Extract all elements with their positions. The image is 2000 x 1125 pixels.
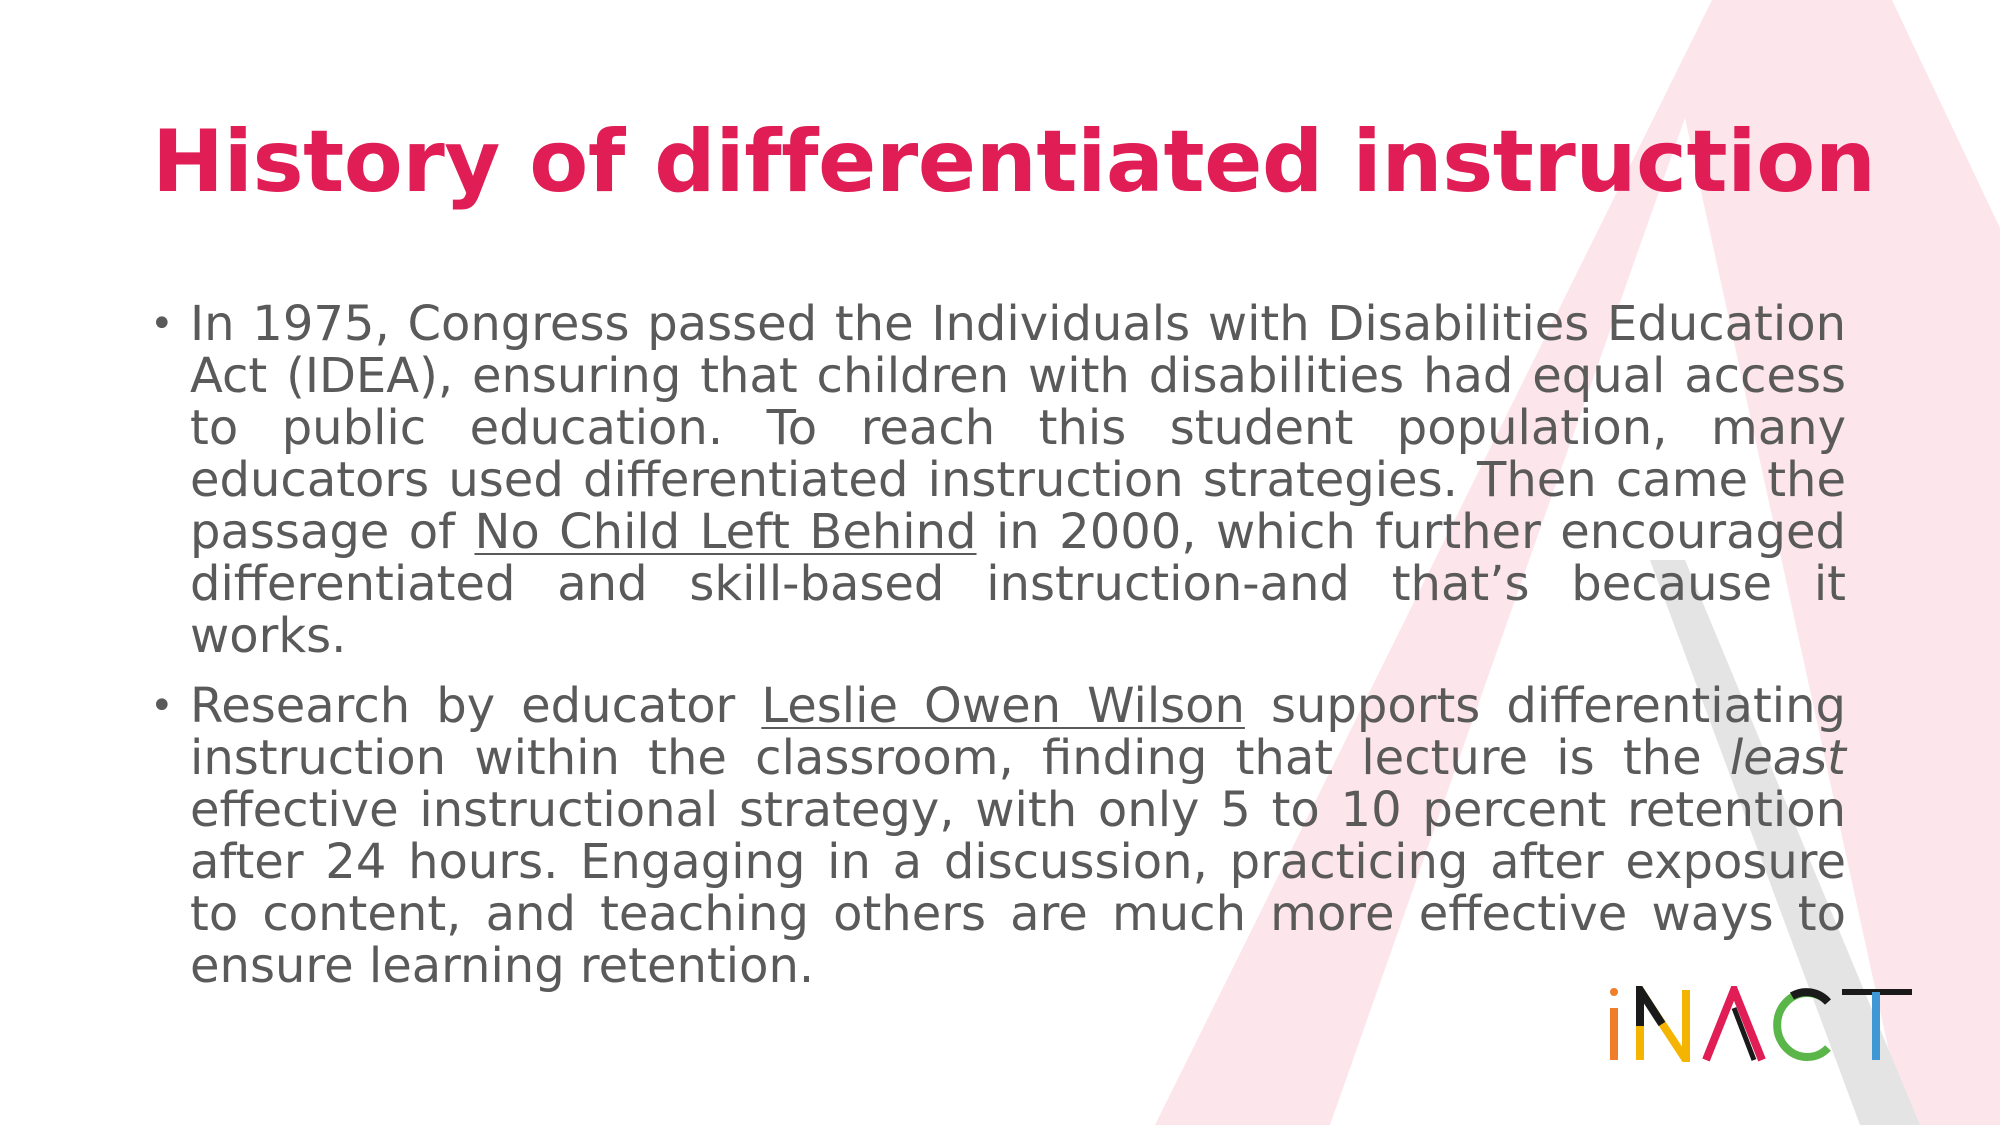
- emphasis-text: least: [1729, 730, 1846, 786]
- bullet-text: in 2000, which further encouraged differentiated and skill-based instruction-and that’s because it works.: [190, 504, 1847, 664]
- bullet-dot-icon: •: [150, 683, 174, 729]
- slide-title: History of differentiated instruction: [152, 112, 1876, 212]
- bullet-text: effective instructional strategy, with only 5 to 10 percent retention after 24 hours. Engaging in a discussion, practicing after exposure to content, and teaching others are much more effective ways to ensure learning retention.: [190, 782, 1846, 994]
- bullet-list: [150, 298, 1846, 1010]
- bullet-dot-icon: •: [150, 301, 174, 347]
- wilson-link[interactable]: Leslie Owen Wilson: [761, 678, 1245, 734]
- bullet-text: supports differentiating instruction within the classroom, finding that lecture is the: [190, 678, 1847, 786]
- bullet-item-idea: [150, 298, 1846, 662]
- bullet-item-research: [150, 680, 1846, 992]
- bullet-text: In 1975, Congress passed the Individuals with Disabilities Education Act (IDEA), ensuring that children with disabilities had equal access to public education. To reach this student population, many educators used differentiated instruction strategies. Then came the passage of: [190, 296, 1846, 560]
- nclb-link[interactable]: No Child Left Behind: [474, 504, 977, 560]
- inact-logo: [1606, 986, 1912, 1062]
- bullet-text: Research by educator: [190, 678, 762, 734]
